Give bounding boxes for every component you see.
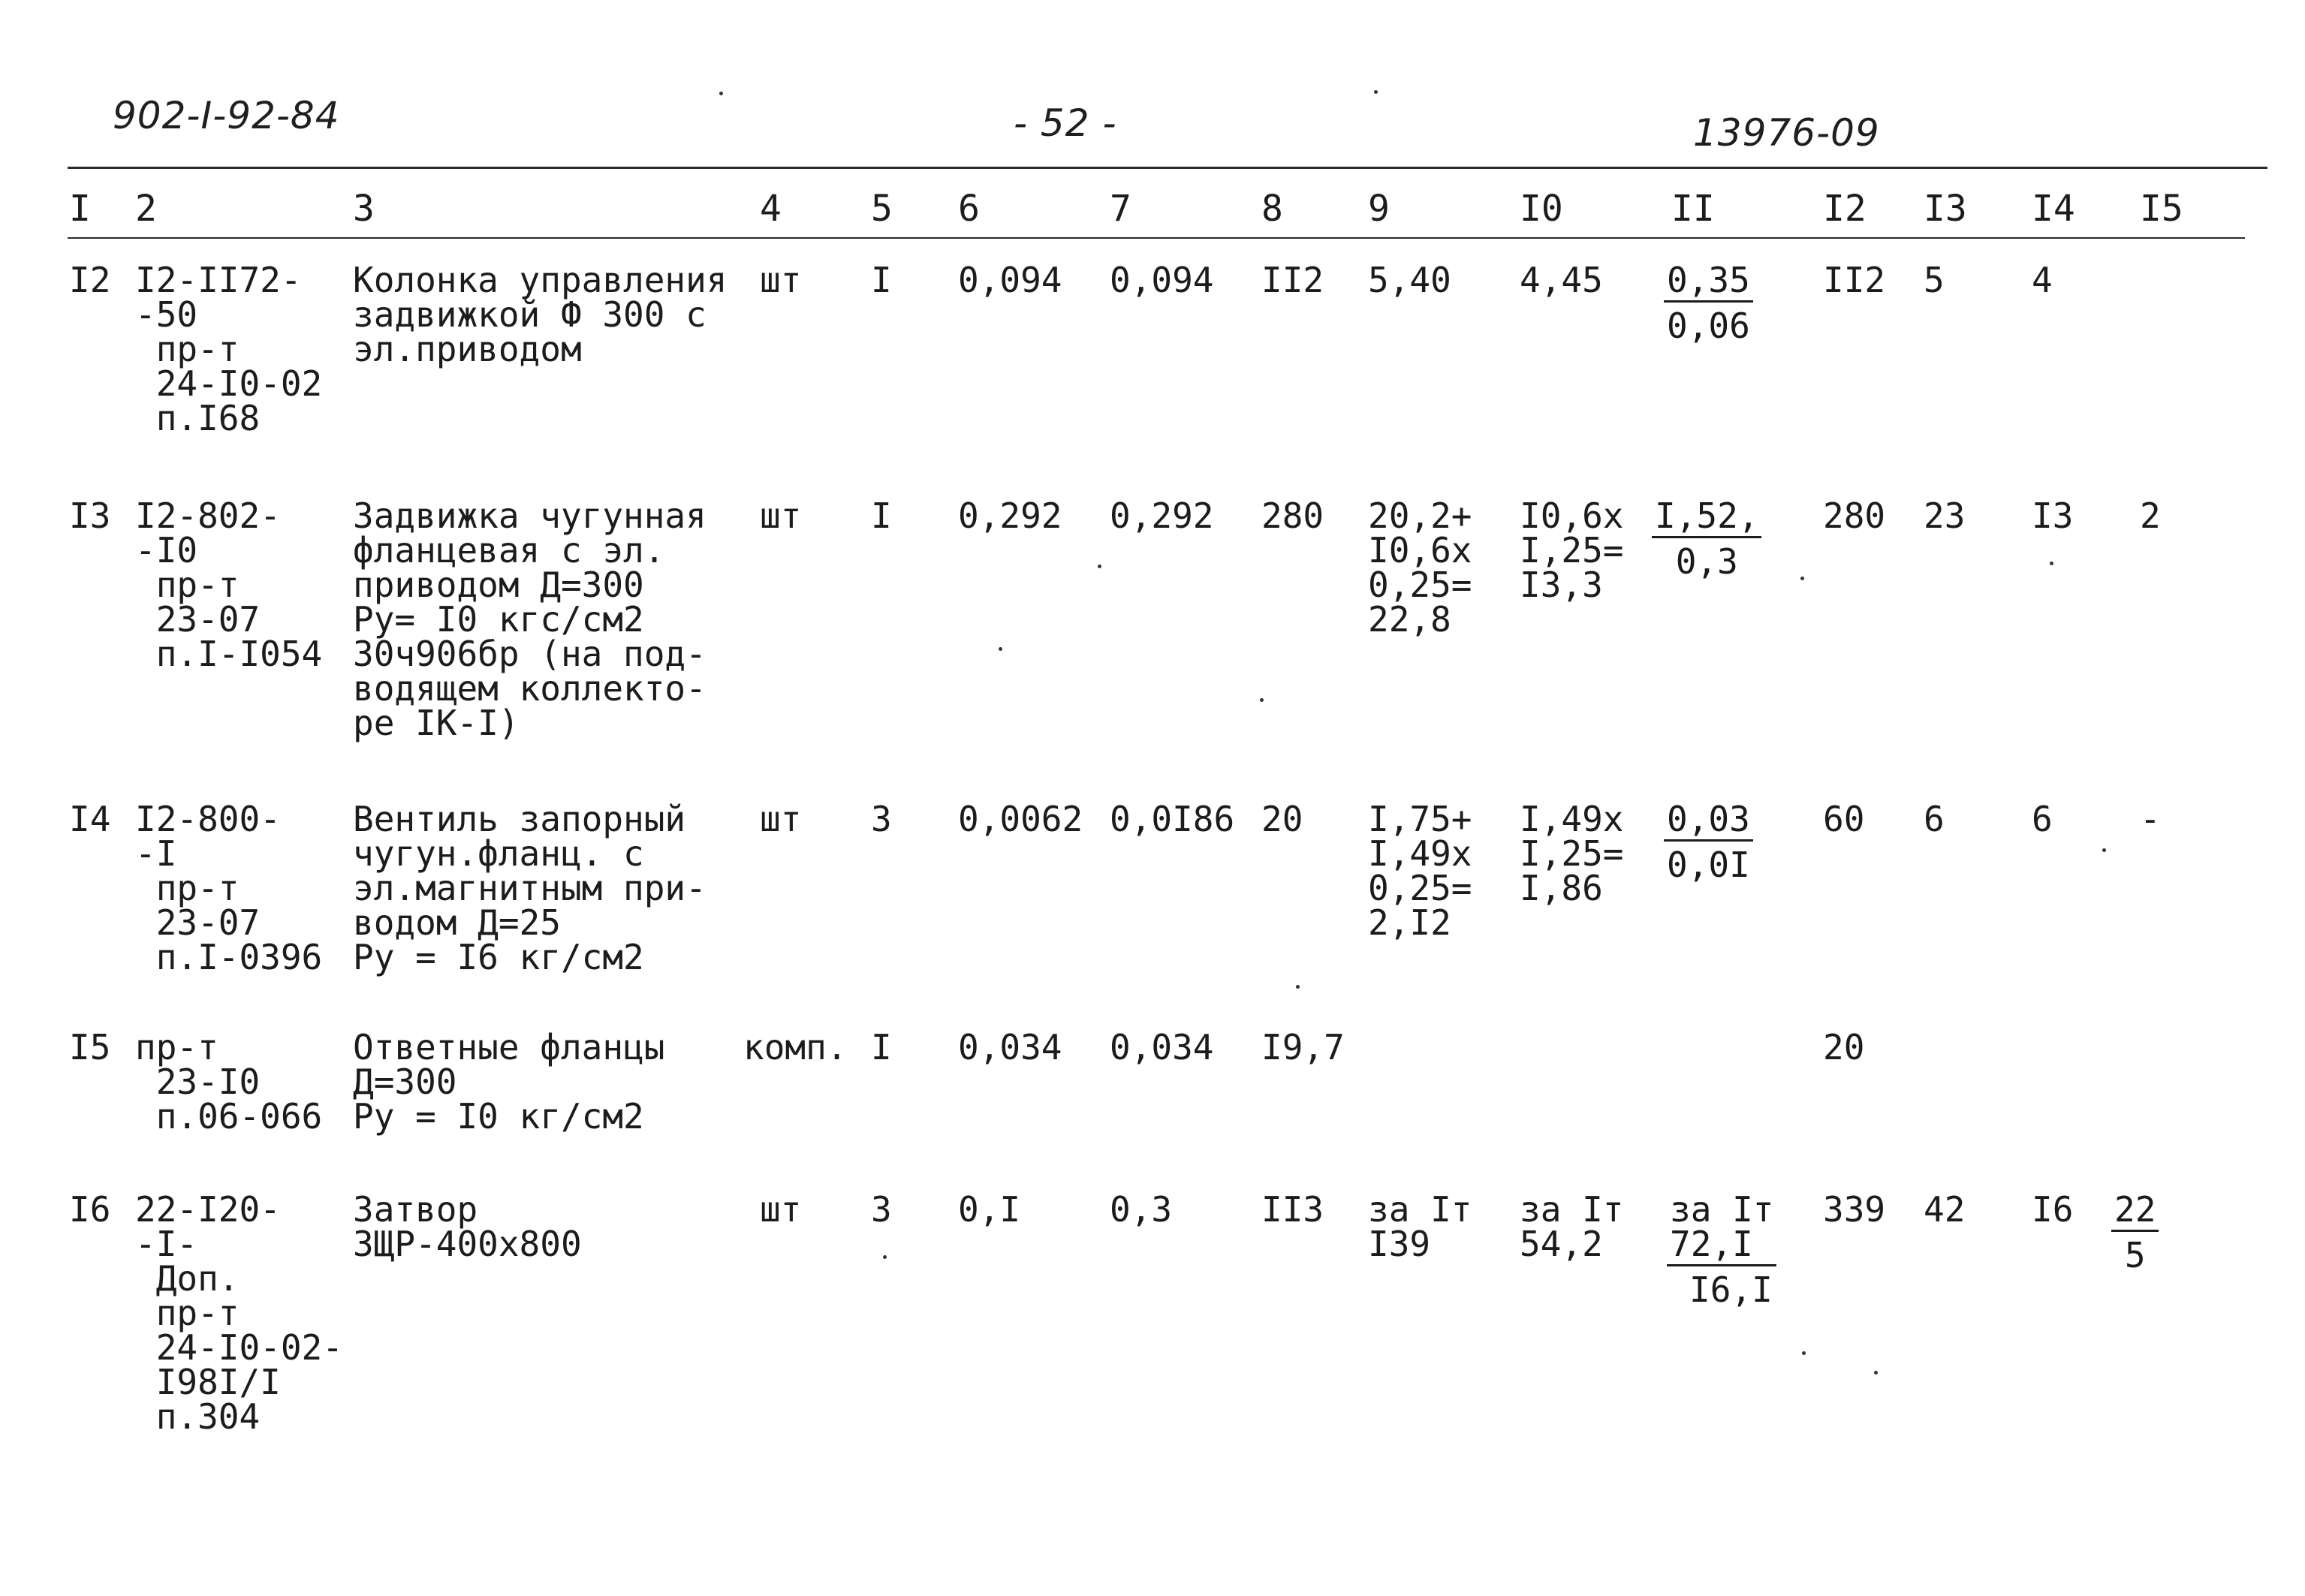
col14-cell: I3 [2032, 495, 2074, 536]
col12-cell: 339 [1823, 1189, 1886, 1230]
fraction-denominator: 0,0I [1667, 845, 1750, 885]
scan-speck [1098, 565, 1101, 568]
header-rule [68, 167, 2267, 169]
code-cell: I2-802- -I0 пр-т 23-07 п.I-I054 [135, 495, 323, 674]
quantity-cell: I [871, 260, 892, 300]
col9-cell: 20,2+ I0,6х 0,25= 22,8 [1368, 495, 1472, 640]
col7-cell: 0,034 [1110, 1027, 1214, 1068]
col14-cell: 4 [2032, 260, 2053, 300]
col14-cell: 6 [2032, 799, 2053, 839]
scan-speck [2102, 848, 2106, 852]
col6-cell: 0,094 [958, 260, 1062, 300]
col10-cell: за Iт 54,2 [1520, 1189, 1624, 1264]
name-cell: Вентиль запорный чугун.фланц. с эл.магнитным при- водом Д=25 Ру = I6 кг/см2 [353, 799, 707, 977]
col13-cell: 23 [1924, 495, 1966, 536]
col15-cell: 2 [2140, 495, 2161, 536]
col6-cell: 0,034 [958, 1027, 1062, 1068]
unit-cell: комп. [743, 1027, 848, 1068]
quantity-cell: I [871, 495, 892, 536]
fraction-numerator: 0,03 [1667, 799, 1750, 839]
quantity-cell: 3 [871, 1189, 892, 1230]
column-header: I0 [1520, 188, 1563, 230]
scan-speck [719, 92, 723, 95]
code-cell: I2-II72- -50 пр-т 24-I0-02 п.I68 [135, 260, 323, 438]
column-header: I4 [2032, 188, 2075, 230]
column-header: 3 [353, 188, 375, 230]
col10-cell: I,49х I,25= I,86 [1520, 799, 1624, 908]
col12-cell: II2 [1823, 260, 1886, 300]
col12-cell: 20 [1823, 1027, 1865, 1068]
column-header: 9 [1368, 188, 1390, 230]
scan-speck [1800, 577, 1804, 580]
unit-cell: шт [760, 1189, 802, 1230]
col13-cell: 5 [1924, 260, 1945, 300]
col6-cell: 0,0062 [958, 799, 1083, 839]
scan-speck [1802, 1351, 1806, 1355]
code-cell: 22-I20- -I- Доп. пр-т 24-I0-02- I98I/I п.304 [135, 1189, 343, 1437]
col11-fraction [1664, 260, 1753, 346]
scan-speck [1260, 698, 1264, 702]
name-cell: Ответные фланцы Д=300 Ру = I0 кг/см2 [353, 1027, 665, 1137]
column-header: 8 [1261, 188, 1283, 230]
quantity-cell: I [871, 1027, 892, 1068]
code-cell: I2-800- -I пр-т 23-07 п.I-0396 [135, 799, 323, 977]
col7-cell: 0,0I86 [1110, 799, 1235, 839]
col9-cell: 5,40 [1368, 260, 1451, 300]
col8-cell: 20 [1261, 799, 1303, 839]
fraction-numerator: I,52, [1655, 495, 1759, 536]
scan-speck [1296, 985, 1300, 989]
column-header: 5 [871, 188, 893, 230]
page-number: - 52 - [1014, 101, 1117, 145]
col13-cell: 6 [1924, 799, 1945, 839]
unit-cell: шт [760, 260, 802, 300]
column-header: 2 [135, 188, 157, 230]
scan-speck [1874, 1371, 1878, 1375]
col12-cell: 280 [1823, 495, 1886, 536]
col14-cell: I6 [2032, 1189, 2074, 1230]
col11-fraction [1664, 799, 1753, 885]
col8-cell: 280 [1261, 495, 1324, 536]
document-code: 902-I-92-84 [113, 94, 340, 137]
name-cell: Колонка управления задвижкой Ф 300 с эл.приводом [353, 260, 728, 369]
column-header: 6 [958, 188, 980, 230]
unit-cell: шт [760, 495, 802, 536]
scan-speck [999, 647, 1002, 651]
fraction-denominator: 0,3 [1675, 541, 1738, 582]
fraction-denominator: 0,06 [1667, 306, 1750, 346]
quantity-cell: 3 [871, 799, 892, 839]
row-number: I3 [69, 495, 111, 536]
name-cell: Задвижка чугунная фланцевая с эл. приводом Д=300 Ру= I0 кгс/см2 30ч906бр (на под- водящем коллекто- ре IК-I) [353, 495, 707, 743]
col11-fraction [1667, 1189, 1776, 1310]
col8-cell: II3 [1261, 1189, 1324, 1230]
fraction-numerator: 0,35 [1667, 260, 1750, 300]
col9-cell: I,75+ I,49х 0,25= 2,I2 [1368, 799, 1472, 943]
fraction-denominator: 5 [2124, 1235, 2146, 1275]
col12-cell: 60 [1823, 799, 1865, 839]
col10-cell: 4,45 [1520, 260, 1603, 300]
column-header: I2 [1823, 188, 1867, 230]
row-number: I4 [69, 799, 111, 839]
document-number: 13976-09 [1693, 111, 1880, 155]
column-header: 7 [1110, 188, 1131, 230]
col9-cell: за Iт I39 [1368, 1189, 1472, 1264]
code-cell: пр-т 23-I0 п.06-066 [135, 1027, 323, 1137]
column-header: 4 [760, 188, 782, 230]
column-header: I [69, 188, 91, 230]
col6-cell: 0,292 [958, 495, 1062, 536]
col10-cell: I0,6х I,25= I3,3 [1520, 495, 1624, 605]
col11-fraction [1652, 495, 1761, 582]
column-header: I5 [2140, 188, 2183, 230]
col7-cell: 0,3 [1110, 1189, 1173, 1230]
fraction-denominator: I6,I [1689, 1269, 1773, 1310]
col8-cell: II2 [1261, 260, 1324, 300]
row-number: I5 [69, 1027, 111, 1068]
row-number: I6 [69, 1189, 111, 1230]
name-cell: Затвор ЗЩР-400х800 [353, 1189, 582, 1264]
fraction-numerator: 22 [2114, 1189, 2156, 1230]
col15-cell: - [2140, 799, 2161, 839]
unit-cell: шт [760, 799, 802, 839]
scan-speck [2050, 562, 2053, 565]
column-header: I3 [1924, 188, 1967, 230]
fraction-numerator: за Iт 72,I [1670, 1189, 1774, 1264]
column-header: II [1671, 188, 1715, 230]
scan-speck [883, 1255, 887, 1259]
col13-cell: 42 [1924, 1189, 1966, 1230]
col8-cell: I9,7 [1261, 1027, 1345, 1068]
col7-cell: 0,094 [1110, 260, 1214, 300]
col6-cell: 0,I [958, 1189, 1021, 1230]
row-number: I2 [69, 260, 111, 300]
col7-cell: 0,292 [1110, 495, 1214, 536]
scan-speck [1374, 90, 1378, 94]
column-header-rule [68, 237, 2245, 239]
col15-fraction [2111, 1189, 2159, 1275]
